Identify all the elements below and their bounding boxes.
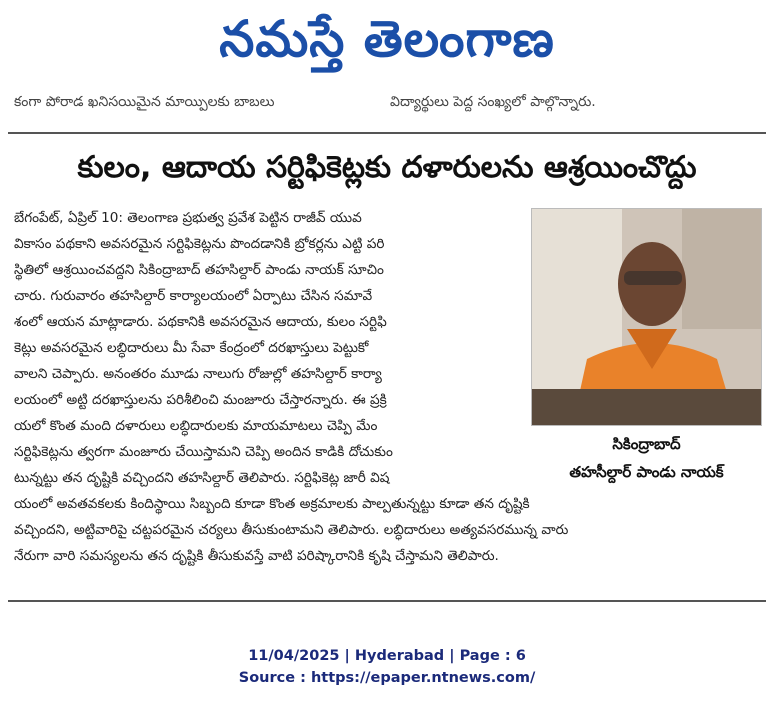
body-line: కెట్లు అవసరమైన లబ్ధిదారులు మీ సేవా కేంద్రంలో దరఖాస్తులు పెట్టుకో bbox=[14, 340, 369, 356]
portrait-illustration bbox=[532, 209, 762, 426]
footer-source-line: Source : https://epaper.ntnews.com/ bbox=[238, 670, 536, 686]
body-line: స్థితిలో ఆశ్రయించవద్దని సికింద్రాబాద్ తహసిల్దార్ పాండు నాయక్ సూచిం bbox=[14, 262, 384, 278]
body-line: యలో కొంత మంది దళారులు లబ్ధిదారులకు మాయమాటలు చెప్పి మేం bbox=[14, 418, 378, 434]
body-line: శంలో ఆయన మాట్లాడారు. పథకానికి అవసరమైన ఆదాయ, కులం సర్టిఫి bbox=[14, 314, 387, 330]
body-line: వచ్చిందని, అట్టివారిపై చట్టపరమైన చర్యలు తీసుకుంటామని తెలిపారు. లబ్ధిదారులు అత్యవసరమున్న వారు bbox=[14, 522, 569, 538]
official-portrait-photo bbox=[531, 208, 762, 426]
newspaper-masthead: నమస్తే తెలంగాణ bbox=[219, 10, 555, 68]
strip-text-right: విద్యార్థులు పెద్ద సంఖ్యలో పాల్గొన్నారు. bbox=[390, 94, 596, 110]
article-headline: కులం, ఆదాయ సర్టిఫికెట్లకు దళారులను ఆశ్రయించొద్దు bbox=[77, 150, 697, 185]
body-line: వికాసం పథకాని అవసరమైన సర్టిఫికెట్లను పొందడానికి బ్రోకర్లను ఎట్టి పరి bbox=[14, 236, 385, 252]
photo-caption bbox=[531, 430, 762, 486]
body-line: సర్టిఫికెట్లను త్వరగా మంజూరు చేయిస్తామని చెప్పి అందిన కాడికి దోచుకుం bbox=[14, 444, 393, 460]
body-line: టున్నట్టు తన దృష్టికి వచ్చిందని తహసిల్దార్ తెలిపారు. సర్టిఫికెట్ల జారీ విష bbox=[14, 470, 390, 486]
previous-article-strip bbox=[0, 92, 774, 114]
body-line: వాలని చెప్పారు. అనంతరం మూడు నాలుగు రోజుల్లో తహసిల్దార్ కార్యా bbox=[14, 366, 382, 382]
body-line: నేరుగా వారి సమస్యలను తన దృష్టికి తీసుకువస్తే వాటి పరిష్కారానికి కృషి చేస్తామని తెలిపారు. bbox=[14, 548, 499, 564]
body-line: లయంలో అట్టి దరఖాస్తులను పరిశీలించి మంజూరు చేస్తారన్నారు. ఈ ప్రక్రి bbox=[14, 392, 387, 408]
strip-text-left: కంగా పోరాడ ఖనిసయిమైన మాయ్పిలకు బాబలు bbox=[14, 94, 275, 110]
body-line: చారు. గురువారం తహసిల్దార్ కార్యాలయంలో ఏర్పాటు చేసిన సమావే bbox=[14, 288, 373, 304]
body-line: యంలో అవతవకలకు కిందిస్థాయి సిబ్బంది కూడా కొంత అక్రమాలకు పాల్పతున్నట్టు కూడా తన దృష్టికి bbox=[14, 496, 530, 512]
caption-line-1: సికింద్రాబాద్ bbox=[612, 435, 681, 453]
body-line: బేగంపేట్, ఏప్రిల్ 10: తెలంగాణ ప్రభుత్వ ప్రవేశ పెట్టిన రాజీవ్ యువ bbox=[14, 210, 362, 226]
caption-line-2: తహసీల్దార్ పాండు నాయక్ bbox=[569, 463, 724, 481]
footer-date-line: 11/04/2025 | Hyderabad | Page : 6 bbox=[248, 648, 526, 664]
source-footer bbox=[0, 645, 774, 689]
